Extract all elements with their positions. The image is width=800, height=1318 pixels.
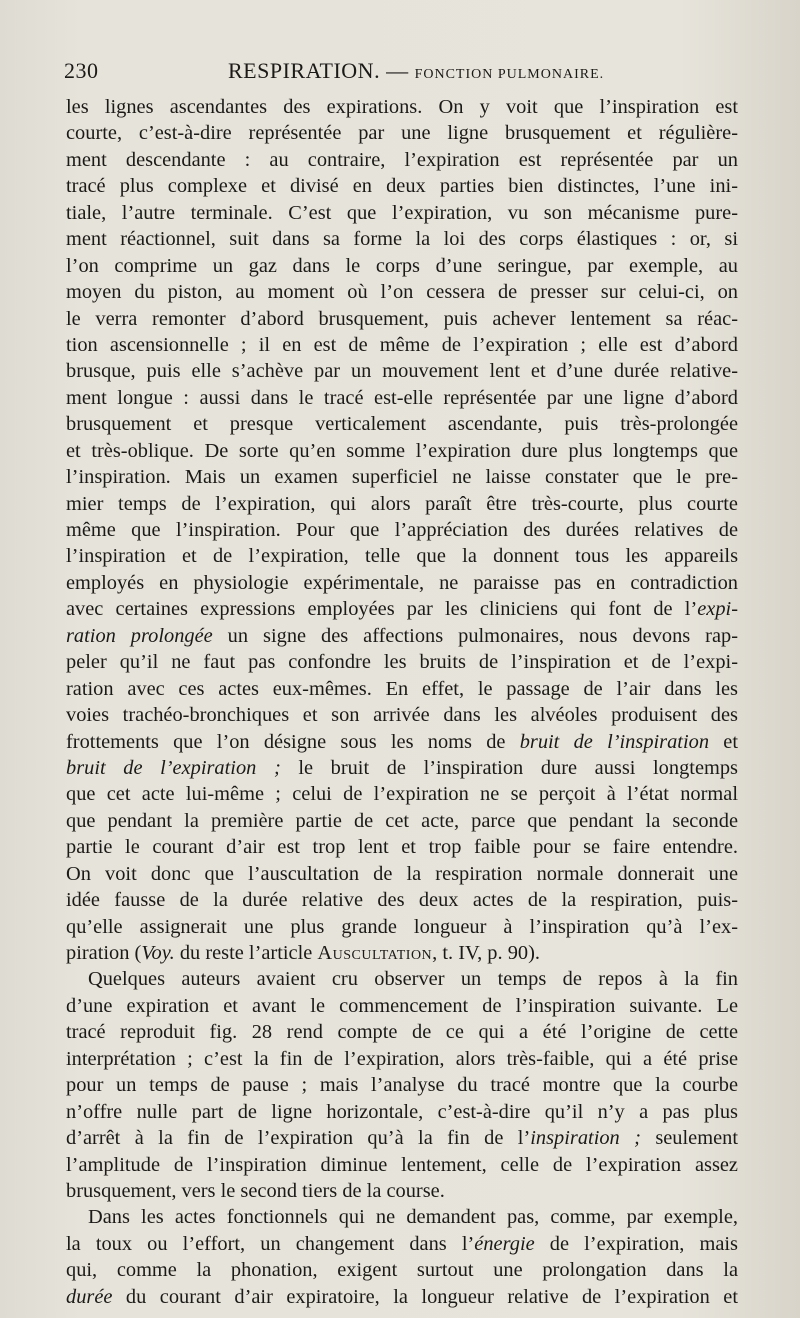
- text-line: [66, 808, 738, 834]
- text-line: [66, 993, 738, 1019]
- text-line: [66, 649, 738, 675]
- text-span: tracé reproduit fig. 28 rend compte de ce qui a été l’origine de cette: [66, 1021, 738, 1044]
- text-span: mier temps de l’expiration, qui alors paraît être très-courte, plus courte: [66, 492, 738, 515]
- running-title: [228, 58, 604, 84]
- text-line: [66, 1257, 738, 1283]
- text-span: frottements que l’on désigne sous les noms de: [66, 730, 520, 753]
- text-span: partie le courant d’air est trop lent et trop faible pour se faire entendre.: [66, 836, 738, 859]
- text-line: [66, 1152, 738, 1178]
- text-line: [66, 1204, 738, 1230]
- italic-span: énergie: [474, 1232, 535, 1255]
- header-separator: —: [380, 58, 415, 83]
- text-span: brusquement et presque verticalement ascendante, puis très-prolongée: [66, 413, 738, 436]
- text-span: courte, c’est-à-dire représentée par une ligne brusquement et régulière-: [66, 122, 738, 145]
- text-line: [66, 861, 738, 887]
- text-span: qui, comme la phonation, exigent surtout une prolongation dans la: [66, 1259, 738, 1282]
- text-line: [66, 279, 738, 305]
- text-span: avec certaines expressions employées par les cliniciens qui font de l’: [66, 598, 698, 621]
- text-span: qu’elle assignerait une plus grande longueur à l’inspiration qu’à l’ex-: [66, 915, 738, 938]
- text-line: [66, 1099, 738, 1125]
- text-line: [66, 834, 738, 860]
- text-line: [66, 596, 738, 622]
- text-line: [66, 1284, 738, 1310]
- text-span: que pendant la première partie de cet acte, parce que pendant la seconde: [66, 809, 738, 832]
- small-caps-span: Auscultation: [317, 942, 433, 964]
- text-span: moyen du piston, au moment où l’on cessera de presser sur celui-ci, on: [66, 281, 738, 304]
- text-span: brusque, puis elle s’achève par un mouvement lent et d’une durée relative-: [66, 360, 738, 383]
- text-line: [66, 676, 738, 702]
- text-span: ment longue : aussi dans le tracé est-elle représentée par une ligne d’abord: [66, 386, 738, 409]
- text-span: Dans les actes fonctionnels qui ne demandent pas, comme, par exemple,: [88, 1206, 738, 1229]
- italic-span: Voy.: [141, 942, 175, 964]
- text-line: [66, 887, 738, 913]
- text-span: n’offre nulle part de ligne horizontale, c’est-à-dire qu’il n’y a pas plus: [66, 1100, 738, 1123]
- text-span: pour un temps de pause ; mais l’analyse du tracé montre que la courbe: [66, 1074, 738, 1097]
- page-body: [66, 94, 738, 1310]
- text-line: [66, 226, 738, 252]
- text-span: brusquement, vers le second tiers de la course.: [66, 1179, 445, 1202]
- text-line: [66, 1072, 738, 1098]
- text-span: du courant d’air expiratoire, la longueur relative de l’expiration et: [112, 1285, 738, 1308]
- text-span: ment réactionnel, suit dans sa forme la loi des corps élastiques : or, si: [66, 228, 738, 251]
- text-span: employés en physiologie expérimentale, ne paraisse pas en contradiction: [66, 571, 738, 594]
- text-line: [66, 1125, 738, 1151]
- text-span: On voit donc que l’auscultation de la respiration normale donnerait une: [66, 862, 738, 885]
- text-span: de l’expiration, mais: [534, 1232, 738, 1255]
- text-line: [66, 543, 738, 569]
- text-line: [66, 120, 738, 146]
- text-span: piration (: [66, 942, 142, 964]
- text-span: l’inspiration. Mais un examen superficiel ne laisse constater que le pre-: [66, 466, 738, 489]
- text-line: [66, 253, 738, 279]
- text-line: [66, 491, 738, 517]
- text-line: [66, 940, 738, 966]
- italic-span: inspiration ;: [530, 1127, 641, 1150]
- text-line: [66, 385, 738, 411]
- text-span: interprétation ; c’est la fin de l’expiration, alors très-faible, qui a été prise: [66, 1047, 738, 1070]
- text-line: [66, 94, 738, 120]
- text-line: [66, 332, 738, 358]
- text-line: [66, 966, 738, 992]
- text-line: [66, 1178, 738, 1204]
- text-span: et très-oblique. De sorte qu’en somme l’expiration dure plus longtemps que: [66, 439, 738, 462]
- italic-span: bruit de l’inspiration: [519, 730, 710, 753]
- text-span: seulement: [640, 1127, 738, 1150]
- text-line: [66, 1019, 738, 1045]
- text-span: ment descendante : au contraire, l’expiration est représentée par un: [66, 148, 738, 171]
- text-line: [66, 306, 738, 332]
- text-line: [66, 702, 738, 728]
- text-span: idée fausse de la durée relative des deux actes de la respiration, puis-: [66, 889, 738, 912]
- running-header: [64, 58, 760, 88]
- page-number: 230: [64, 58, 99, 83]
- text-span: du reste l’article: [174, 942, 318, 964]
- text-line: [66, 438, 738, 464]
- text-span: le verra remonter d’abord brusquement, puis achever lentement sa réac-: [66, 307, 738, 330]
- text-line: [66, 464, 738, 490]
- text-span: , t. IV, p. 90).: [432, 942, 540, 964]
- text-line: [66, 1231, 738, 1257]
- text-span: tion ascensionnelle ; il en est de même de l’expiration ; elle est d’abord: [66, 333, 738, 356]
- text-span: et: [709, 730, 738, 753]
- header-title: RESPIRATION.: [228, 58, 381, 83]
- text-span: tracé plus complexe et divisé en deux parties bien distinctes, l’une ini-: [66, 175, 738, 198]
- italic-span: ration prolongée: [66, 624, 213, 647]
- text-span: Quelques auteurs avaient cru observer un temps de repos à la fin: [88, 968, 738, 991]
- text-line: [66, 623, 738, 649]
- text-span: tiale, l’autre terminale. C’est que l’expiration, vu son mécanisme pure-: [66, 201, 738, 224]
- text-line: [66, 781, 738, 807]
- text-line: [66, 147, 738, 173]
- italic-span: expi-: [697, 598, 738, 621]
- text-span: d’une expiration et avant le commencement de l’inspiration suivante. Le: [66, 994, 738, 1017]
- header-subtitle: FONCTION PULMONAIRE.: [414, 67, 605, 82]
- text-line: [66, 517, 738, 543]
- text-span: d’arrêt à la fin de l’expiration qu’à la fin de l’: [66, 1127, 531, 1150]
- text-line: [66, 173, 738, 199]
- italic-span: durée: [66, 1285, 113, 1308]
- text-span: l’amplitude de l’inspiration diminue lentement, celle de l’expiration assez: [66, 1153, 738, 1176]
- text-span: un signe des affections pulmonaires, nous devons rap-: [212, 624, 738, 647]
- text-line: [66, 411, 738, 437]
- text-span: peler qu’il ne faut pas confondre les bruits de l’inspiration et de l’expi-: [66, 651, 738, 674]
- text-span: l’inspiration et de l’expiration, telle que la donnent tous les appareils: [66, 545, 738, 568]
- text-line: [66, 755, 738, 781]
- text-span: voies trachéo-bronchiques et son arrivée dans les alvéoles produisent des: [66, 704, 738, 727]
- text-line: [66, 914, 738, 940]
- italic-span: bruit de l’expiration ;: [66, 756, 281, 779]
- text-line: [66, 1046, 738, 1072]
- text-span: le bruit de l’inspiration dure aussi longtemps: [280, 756, 738, 779]
- text-span: que cet acte lui-même ; celui de l’expiration ne se perçoit à l’état normal: [66, 783, 738, 806]
- text-span: les lignes ascendantes des expirations. On y voit que l’inspiration est: [66, 96, 738, 118]
- text-line: [66, 200, 738, 226]
- text-span: l’on comprime un gaz dans le corps d’une seringue, par exemple, au: [66, 254, 738, 277]
- text-span: même que l’inspiration. Pour que l’appréciation des durées relatives de: [66, 519, 738, 541]
- text-line: [66, 358, 738, 384]
- text-span: la toux ou l’effort, un changement dans l’: [66, 1232, 475, 1255]
- text-line: [66, 729, 738, 755]
- text-span: ration avec ces actes eux-mêmes. En effet, le passage de l’air dans les: [66, 677, 738, 700]
- text-line: [66, 570, 738, 596]
